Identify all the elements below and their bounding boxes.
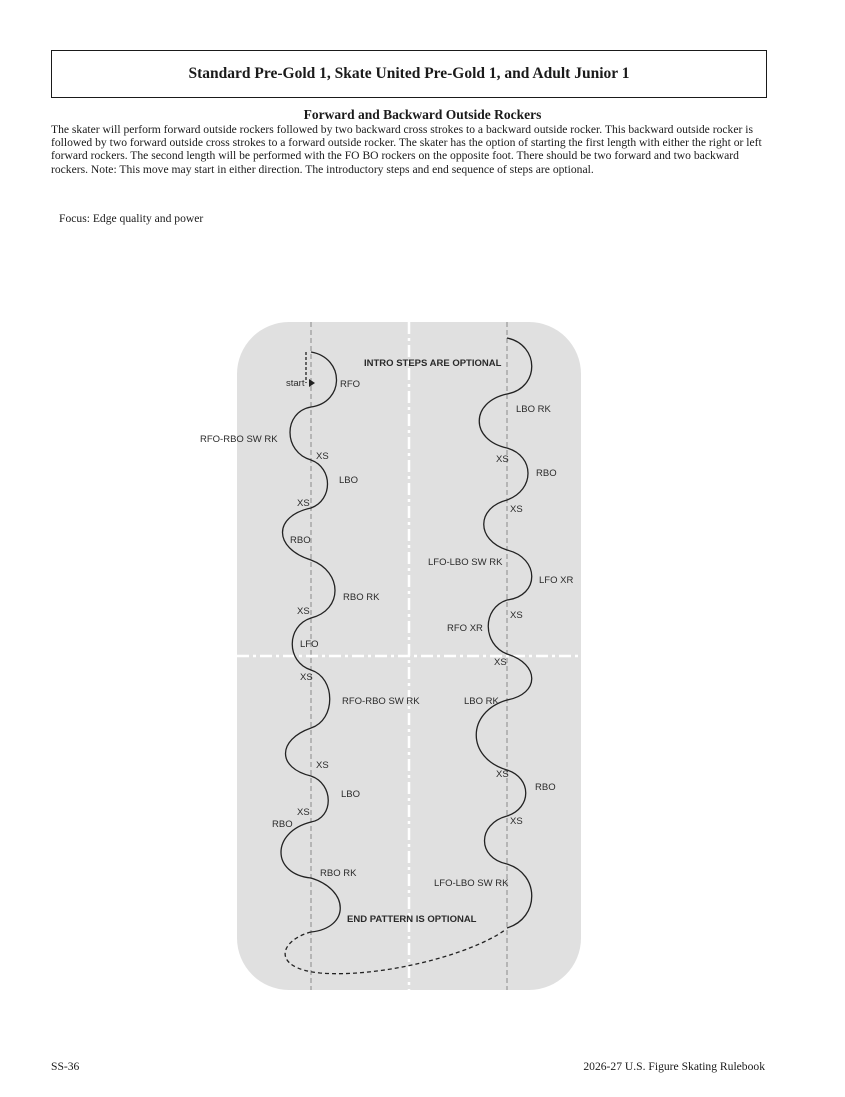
intro-note: INTRO STEPS ARE OPTIONAL <box>364 358 502 369</box>
left-label: XS <box>297 606 310 617</box>
left-label: XS <box>316 760 329 771</box>
left-label: XS <box>297 498 310 509</box>
right-label: XS <box>510 504 523 515</box>
left-label: RFO-RBO SW RK <box>342 696 420 707</box>
left-label: RFO-RBO SW RK <box>200 434 278 445</box>
right-label: XS <box>496 454 509 465</box>
left-label: LBO <box>339 475 359 486</box>
right-label: RBO <box>535 782 556 793</box>
left-label: RFO <box>340 379 361 390</box>
left-label: RBO <box>272 819 293 830</box>
right-label: XS <box>494 657 507 668</box>
right-label: XS <box>510 610 523 621</box>
left-label: LFO <box>300 639 319 650</box>
left-label: LBO <box>341 789 361 800</box>
right-label: LBO RK <box>464 696 499 707</box>
end-note: END PATTERN IS OPTIONAL <box>347 914 477 925</box>
right-label: LFO-LBO SW RK <box>434 878 509 889</box>
right-label: LFO-LBO SW RK <box>428 557 503 568</box>
left-label: XS <box>297 807 310 818</box>
left-label: XS <box>316 451 329 462</box>
start-label: start <box>286 378 305 389</box>
left-label: RBO RK <box>343 592 380 603</box>
move-title: Forward and Backward Outside Rockers <box>303 107 542 122</box>
left-label: RBO <box>290 535 311 546</box>
move-focus: Focus: Edge quality and power <box>59 212 204 225</box>
page-title: Standard Pre-Gold 1, Skate United Pre-Gold 1, and Adult Junior 1 <box>188 65 630 82</box>
rulebook-footer: 2026-27 U.S. Figure Skating Rulebook <box>583 1060 765 1073</box>
left-label: RBO RK <box>320 868 357 879</box>
right-label: RBO <box>536 468 557 479</box>
left-label: XS <box>300 672 313 683</box>
right-label: XS <box>496 769 509 780</box>
right-label: LBO RK <box>516 404 551 415</box>
move-description: The skater will perform forward outside rockers followed by two backward cross strokes to a backward outside rocker. This backward outside rocker is followed by two forward outside cross strokes to a forward outside rocker. The skater has the option of starting the first length with either the right or left forward rockers. The second length will be performed with the FO BO rockers on the opposite foot. There should be two forward and two backward rockers. Note: This move may start in either direction. The introductory steps and end sequence of steps are optional. <box>51 123 762 176</box>
page-number: SS-36 <box>51 1060 80 1073</box>
right-label: RFO XR <box>447 623 483 634</box>
right-label: LFO XR <box>539 575 574 586</box>
right-label: XS <box>510 816 523 827</box>
